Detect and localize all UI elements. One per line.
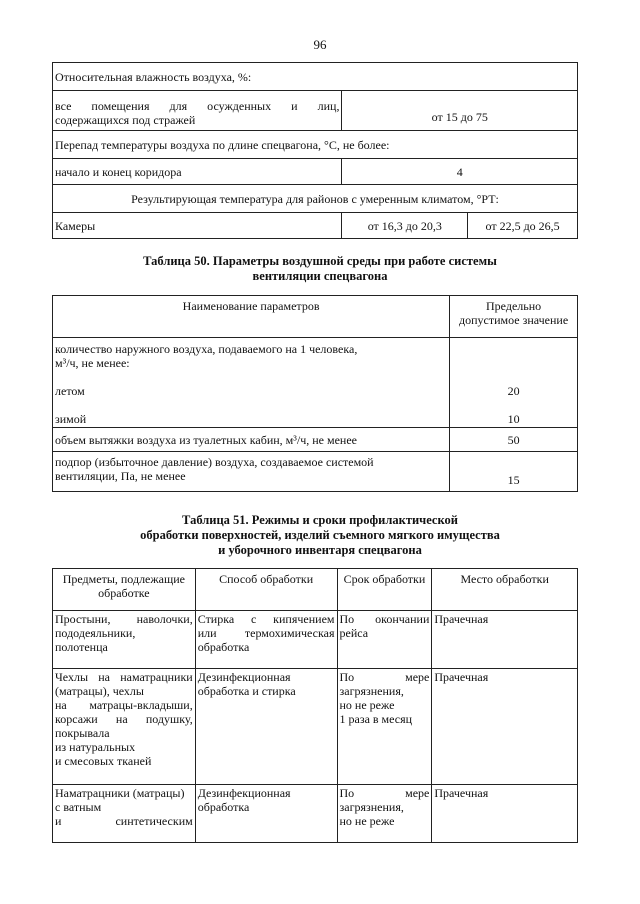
winter-value: 10 [507,412,520,426]
place-header: Место обработки [432,569,578,611]
limit-value-header: Предельно допустимое значение [450,296,578,338]
cameras-label: Камеры [53,213,342,239]
pressure-value: 15 [450,452,578,492]
table-row-1-term: По окончании рейса [337,611,432,669]
humidity-header: Относительная влажность воздуха, %: [53,63,578,91]
outdoor-air-values [450,338,578,428]
table-row-3-method: Дезинфекционная обработка [195,785,337,843]
items-header: Предметы, подлежащие обработке [53,569,196,611]
table-row-1-method: Стирка с кипячением или термохимическая обработка [195,611,337,669]
outdoor-air-cell: количество наружного воздуха, подаваемого на 1 человека, м³/ч, не менее: летом зимой [53,338,450,428]
param-name-header: Наименование параметров [53,296,450,338]
table-50-caption: Таблица 50. Параметры воздушной среды при работе системы вентиляции спецвагона [143,254,497,283]
table-row-2-method: Дезинфекционная обработка и стирка [195,669,337,785]
humidity-label: все помещения для осужденных и лиц, содержащихся под стражей [53,91,342,131]
table-row-1-items: Простыни, наволочки, пододеяльники, полотенца [53,611,196,669]
table-row-1-place: Прачечная [432,611,578,669]
summer-value: 20 [507,384,520,398]
corridor-value: 4 [342,159,578,185]
method-header: Способ обработки [195,569,337,611]
humidity-value: от 15 до 75 [342,91,578,131]
table-row-3-items: Наматрацники (матрацы) с ватным и синтетическим [53,785,196,843]
table-51-caption: Таблица 51. Режимы и сроки профилактической обработки поверхностей, изделий съемного мягкого имущества и уборочного инвентаря спецвагона [140,513,500,557]
exhaust-label: объем вытяжки воздуха из туалетных кабин, м³/ч, не менее [53,428,450,452]
temp-diff-header: Перепад температуры воздуха по длине спецвагона, °С, не более: [53,131,578,159]
table-row-3-place: Прачечная [432,785,578,843]
exhaust-value: 50 [450,428,578,452]
table-49-continued [52,62,578,239]
corridor-label: начало и конец коридора [53,159,342,185]
table-row-2-items: Чехлы на наматрацники (матрацы), чехлы на матрацы-вкладыши, корсажи на подушку, покрывала из натуральных и смесовых тканей [53,669,196,785]
table-51 [52,568,578,843]
table-row-2-place: Прачечная [432,669,578,785]
pressure-label: подпор (избыточное давление) воздуха, создаваемое системой вентиляции, Па, не менее [53,452,450,492]
summer-label: летом [55,384,85,398]
term-header: Срок обработки [337,569,432,611]
cameras-value-2: от 22,5 до 26,5 [468,213,578,239]
table-row-2-term: По мере загрязнения, но не реже 1 раза в месяц [337,669,432,785]
cameras-value-1: от 16,3 до 20,3 [342,213,468,239]
page-number: 96 [313,37,327,52]
winter-label: зимой [55,412,87,426]
table-50 [52,295,578,492]
table-row-3-term: По мере загрязнения, но не реже [337,785,432,843]
result-temp-header: Результирующая температура для районов с умеренным климатом, °РТ: [53,185,578,213]
